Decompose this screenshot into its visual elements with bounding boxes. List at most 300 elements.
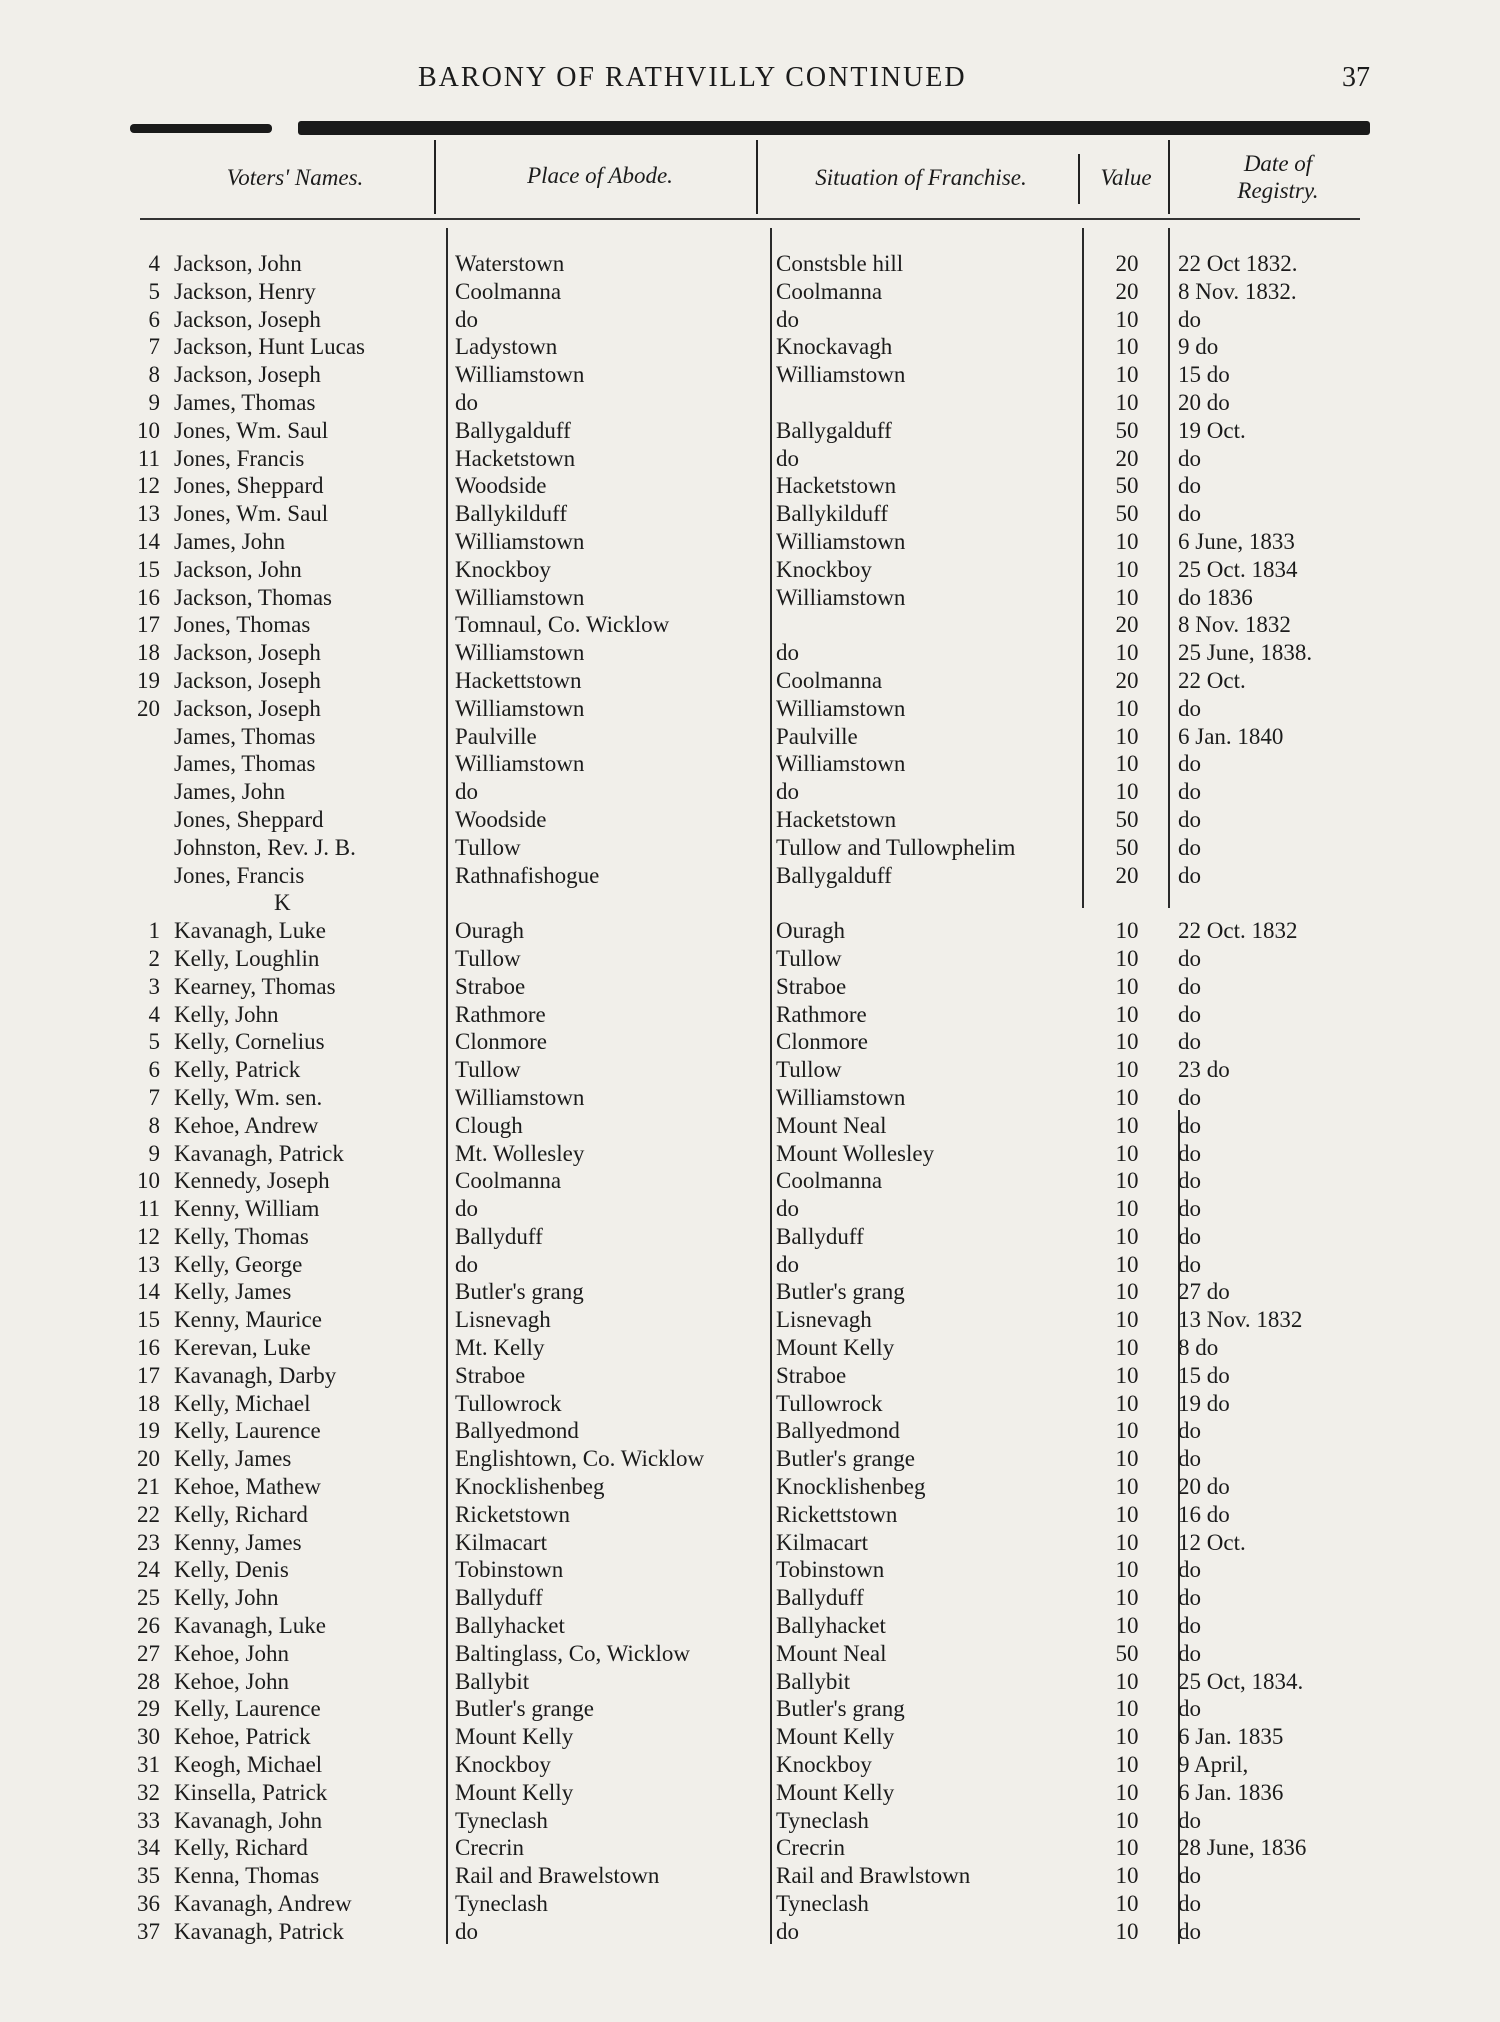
franchise-situation: Tullow (776, 1057, 842, 1083)
place-of-abode: Ballygalduff (455, 417, 571, 443)
registry-date: 20 do (1178, 389, 1230, 415)
franchise-situation: do (776, 1196, 799, 1222)
place-of-abode: Ballyhacket (455, 1613, 565, 1639)
registry-date: 12 Oct. (1178, 1529, 1246, 1555)
header-underline (140, 218, 1360, 220)
franchise-value: 10 (1115, 1863, 1139, 1889)
franchise-situation: Williamstown (776, 1084, 906, 1110)
column-header-situation: Situation of Franchise. (815, 165, 1027, 190)
registry-date: do (1178, 1001, 1201, 1027)
franchise-value: 10 (1115, 1807, 1139, 1833)
franchise-situation: Mount Kelly (776, 1335, 895, 1361)
franchise-value: 10 (1115, 1446, 1139, 1472)
franchise-value: 10 (1115, 918, 1139, 944)
place-of-abode: Ballyduff (455, 1585, 543, 1611)
franchise-situation: Straboe (776, 973, 847, 999)
franchise-situation: Lisnevagh (776, 1307, 872, 1333)
voter-name: Kehoe, Andrew (174, 1112, 319, 1138)
franchise-situation: Ballygalduff (776, 862, 892, 888)
voter-number: 17 (137, 612, 160, 638)
table-row (0, 1001, 1500, 1029)
franchise-value: 10 (1115, 1001, 1139, 1027)
place-of-abode: Mount Kelly (455, 1724, 574, 1750)
table-row (0, 945, 1500, 973)
header-separator (434, 140, 436, 214)
voter-number: 19 (137, 1418, 160, 1444)
table-row (0, 806, 1500, 834)
franchise-situation: Ballyedmond (776, 1418, 900, 1444)
registry-date: do (1178, 1585, 1201, 1611)
registry-date: do 1836 (1178, 584, 1253, 610)
franchise-situation: do (776, 306, 799, 332)
franchise-situation: Butler's grang (776, 1696, 905, 1722)
place-of-abode: Tomnaul, Co. Wicklow (455, 612, 670, 638)
registry-date: do (1178, 1807, 1201, 1833)
franchise-value: 10 (1115, 973, 1139, 999)
place-of-abode: Williamstown (455, 751, 585, 777)
voter-name: James, Thomas (174, 751, 316, 777)
franchise-value: 10 (1115, 1613, 1139, 1639)
franchise-value: 10 (1115, 306, 1139, 332)
franchise-value: 10 (1115, 1418, 1139, 1444)
franchise-value: 10 (1115, 528, 1139, 554)
section-letter-row (0, 889, 1500, 917)
franchise-value: 50 (1115, 1640, 1139, 1666)
voter-number: 23 (137, 1529, 160, 1555)
voter-number: 16 (137, 1335, 160, 1361)
table-row (0, 1056, 1500, 1084)
registry-date: do (1178, 945, 1201, 971)
voter-name: Kelly, John (174, 1585, 279, 1611)
voter-number: 13 (137, 1251, 160, 1277)
header-separator (756, 140, 758, 214)
place-of-abode: Butler's grang (455, 1279, 584, 1305)
voter-name: Kelly, Richard (174, 1501, 308, 1527)
franchise-situation: Clonmore (776, 1029, 868, 1055)
voter-number: 25 (137, 1585, 160, 1611)
franchise-value: 10 (1115, 362, 1139, 388)
table-row (0, 1445, 1500, 1473)
voter-name: Jackson, John (174, 556, 302, 582)
franchise-value: 10 (1115, 1696, 1139, 1722)
voter-name: Jackson, Henry (174, 278, 316, 304)
voter-number: 5 (148, 1029, 160, 1055)
place-of-abode: Baltinglass, Co, Wicklow (455, 1640, 691, 1666)
franchise-value: 10 (1115, 1557, 1139, 1583)
table-row (0, 973, 1500, 1001)
registry-date: 6 Jan. 1836 (1178, 1779, 1284, 1805)
place-of-abode: Hacketstown (455, 445, 576, 471)
table-row (0, 445, 1500, 473)
voter-name: Keogh, Michael (174, 1752, 323, 1778)
registry-date: do (1178, 1251, 1201, 1277)
table-row (0, 278, 1500, 306)
table-row (0, 250, 1500, 278)
registry-date: do (1178, 1223, 1201, 1249)
voter-number: 29 (137, 1696, 160, 1722)
franchise-value: 50 (1115, 417, 1139, 443)
franchise-situation: Butler's grang (776, 1279, 905, 1305)
table-row (0, 1195, 1500, 1223)
table-row (0, 1918, 1500, 1946)
registry-date: do (1178, 473, 1201, 499)
franchise-value: 10 (1115, 1724, 1139, 1750)
table-row (0, 361, 1500, 389)
franchise-situation: Ballyhacket (776, 1613, 886, 1639)
voter-number: 15 (137, 1307, 160, 1333)
registry-date: do (1178, 1863, 1201, 1889)
franchise-value: 10 (1115, 1196, 1139, 1222)
place-of-abode: Coolmanna (455, 1168, 562, 1194)
registry-date: 16 do (1178, 1501, 1230, 1527)
franchise-situation: Mount Kelly (776, 1724, 895, 1750)
place-of-abode: do (455, 1251, 478, 1277)
column-header-date-line2: Registry. (1237, 178, 1319, 203)
voter-name: Kenny, James (174, 1529, 302, 1555)
franchise-situation: Ballyduff (776, 1585, 864, 1611)
table-row (0, 584, 1500, 612)
table-row (0, 1640, 1500, 1668)
franchise-situation: Tobinstown (776, 1557, 885, 1583)
voter-number: 26 (137, 1613, 160, 1639)
registry-date: 8 Nov. 1832. (1178, 278, 1297, 304)
place-of-abode: Tyneclash (455, 1891, 548, 1917)
place-of-abode: Williamstown (455, 362, 585, 388)
franchise-value: 10 (1115, 1168, 1139, 1194)
place-of-abode: Ballybit (455, 1668, 530, 1694)
place-of-abode: Clonmore (455, 1029, 547, 1055)
voter-number: 35 (137, 1863, 160, 1889)
voter-name: Kavanagh, Luke (174, 1613, 326, 1639)
registry-date: do (1178, 806, 1201, 832)
place-of-abode: Waterstown (455, 251, 565, 276)
franchise-value: 10 (1115, 1307, 1139, 1333)
place-of-abode: Tullow (455, 834, 521, 860)
voter-number: 11 (137, 1196, 160, 1222)
table-row (0, 834, 1500, 862)
place-of-abode: do (455, 1196, 478, 1222)
registry-date: 8 do (1178, 1335, 1219, 1361)
registry-date: do (1178, 1084, 1201, 1110)
place-of-abode: Lisnevagh (455, 1307, 551, 1333)
franchise-value: 10 (1115, 1335, 1139, 1361)
place-of-abode: Ballykilduff (455, 501, 568, 527)
registry-date: 19 Oct. (1178, 417, 1246, 443)
voter-number: 12 (137, 1223, 160, 1249)
franchise-value: 20 (1115, 612, 1139, 638)
table-row (0, 1807, 1500, 1835)
place-of-abode: Butler's grange (455, 1696, 594, 1722)
franchise-value: 10 (1115, 1279, 1139, 1305)
registry-date: 15 do (1178, 362, 1230, 388)
registry-date: 9 April, (1178, 1752, 1249, 1778)
franchise-situation: Tullow and Tullowphelim (776, 834, 1016, 860)
voter-number: 8 (148, 1112, 160, 1138)
place-of-abode: Williamstown (455, 528, 585, 554)
franchise-value: 10 (1115, 1251, 1139, 1277)
table-row (0, 917, 1500, 945)
registry-date: 6 Jan. 1835 (1178, 1724, 1284, 1750)
franchise-situation: Knockboy (776, 1752, 872, 1778)
place-of-abode: Straboe (455, 1362, 526, 1388)
franchise-situation: Coolmanna (776, 278, 883, 304)
registry-date: do (1178, 1696, 1201, 1722)
franchise-situation: Knocklishenbeg (776, 1474, 926, 1500)
franchise-value: 10 (1115, 1223, 1139, 1249)
voter-name: Kelly, Richard (174, 1835, 308, 1861)
voter-number: 19 (137, 667, 160, 693)
voter-name: James, John (174, 528, 286, 554)
table-row (0, 1473, 1500, 1501)
franchise-situation: Mount Kelly (776, 1779, 895, 1805)
place-of-abode: do (455, 389, 478, 415)
franchise-value: 50 (1115, 834, 1139, 860)
voter-number: 4 (148, 251, 160, 276)
voter-number: 6 (148, 1057, 160, 1083)
registry-date: 13 Nov. 1832 (1178, 1307, 1303, 1333)
franchise-value: 10 (1115, 695, 1139, 721)
voter-name: Kelly, James (174, 1279, 292, 1305)
registry-date: do (1178, 1168, 1201, 1194)
franchise-value: 20 (1115, 445, 1139, 471)
registry-date: do (1178, 834, 1201, 860)
voter-number: 17 (137, 1362, 160, 1388)
registry-date: 23 do (1178, 1057, 1230, 1083)
franchise-value: 10 (1115, 556, 1139, 582)
voter-name: Jones, Thomas (174, 612, 311, 638)
table-row (0, 1834, 1500, 1862)
table-row (0, 1278, 1500, 1306)
table-row (0, 528, 1500, 556)
franchise-situation: Williamstown (776, 362, 906, 388)
franchise-value: 10 (1115, 1835, 1139, 1861)
table-row (0, 1779, 1500, 1807)
place-of-abode: Tullow (455, 1057, 521, 1083)
franchise-situation: Paulville (776, 723, 858, 749)
table-row (0, 1112, 1500, 1140)
registry-date: do (1178, 973, 1201, 999)
voter-number: 8 (148, 362, 160, 388)
registry-date: 20 do (1178, 1474, 1230, 1500)
voter-number: 14 (137, 528, 160, 554)
franchise-value: 10 (1115, 723, 1139, 749)
place-of-abode: do (455, 779, 478, 805)
franchise-value: 10 (1115, 1084, 1139, 1110)
page-header (0, 62, 1500, 102)
voter-name: James, Thomas (174, 389, 316, 415)
place-of-abode: Williamstown (455, 1084, 585, 1110)
voter-number: 24 (137, 1557, 160, 1583)
franchise-situation: Williamstown (776, 584, 906, 610)
place-of-abode: Woodside (455, 473, 547, 499)
table-row (0, 417, 1500, 445)
franchise-situation: Ballyduff (776, 1223, 864, 1249)
voter-name: Jackson, Joseph (174, 640, 321, 666)
franchise-value: 10 (1115, 945, 1139, 971)
franchise-situation: Ballykilduff (776, 501, 889, 527)
table-row (0, 1695, 1500, 1723)
column-header-value: Value (1100, 165, 1152, 190)
voter-number: 5 (148, 278, 160, 304)
table-row (0, 667, 1500, 695)
registry-date: do (1178, 1418, 1201, 1444)
franchise-situation: Mount Wollesley (776, 1140, 935, 1166)
franchise-situation: Williamstown (776, 695, 906, 721)
voter-name: Kenny, Maurice (174, 1307, 322, 1333)
voter-name: Kelly, James (174, 1446, 292, 1472)
table-row (0, 1862, 1500, 1890)
place-of-abode: Straboe (455, 973, 526, 999)
place-of-abode: Williamstown (455, 584, 585, 610)
franchise-situation: Kilmacart (776, 1529, 868, 1555)
voter-number: 20 (137, 695, 160, 721)
franchise-situation: Hacketstown (776, 473, 897, 499)
voter-number: 37 (137, 1918, 160, 1944)
voter-name: Kehoe, John (174, 1640, 289, 1666)
table-row (0, 1751, 1500, 1779)
voter-name: Kelly, Laurence (174, 1696, 321, 1722)
registry-date: do (1178, 1891, 1201, 1917)
header-rule-left (130, 124, 272, 133)
place-of-abode: Knockboy (455, 556, 551, 582)
voter-number: 34 (137, 1835, 160, 1861)
franchise-value: 10 (1115, 1779, 1139, 1805)
table-row (0, 1890, 1500, 1918)
table-row (0, 1584, 1500, 1612)
registry-date: 15 do (1178, 1362, 1230, 1388)
table-row (0, 1723, 1500, 1751)
table-row (0, 1140, 1500, 1168)
table-row (0, 611, 1500, 639)
voter-number: 33 (137, 1807, 160, 1833)
voter-number: 10 (137, 1168, 160, 1194)
franchise-value: 10 (1115, 1390, 1139, 1416)
table-row (0, 1612, 1500, 1640)
table-row (0, 639, 1500, 667)
voter-name: Kehoe, John (174, 1668, 289, 1694)
table-row (0, 750, 1500, 778)
table-row (0, 862, 1500, 890)
franchise-value: 10 (1115, 1029, 1139, 1055)
table-row (0, 556, 1500, 584)
voter-number: 10 (137, 417, 160, 443)
voter-number: 14 (137, 1279, 160, 1305)
place-of-abode: Ballyduff (455, 1223, 543, 1249)
franchise-situation: Rickettstown (776, 1501, 898, 1527)
voter-name: Jackson, Joseph (174, 695, 321, 721)
voter-name: Kearney, Thomas (174, 973, 336, 999)
voter-name: Jackson, Joseph (174, 306, 321, 332)
registry-date: 27 do (1178, 1279, 1230, 1305)
place-of-abode: Rail and Brawelstown (455, 1863, 660, 1889)
voter-number: 27 (137, 1640, 160, 1666)
voter-name: Kerevan, Luke (174, 1335, 311, 1361)
franchise-situation: Straboe (776, 1362, 847, 1388)
franchise-situation: Rathmore (776, 1001, 867, 1027)
place-of-abode: Knockboy (455, 1752, 551, 1778)
place-of-abode: Kilmacart (455, 1529, 547, 1555)
place-of-abode: Coolmanna (455, 278, 562, 304)
voter-number: 7 (148, 1084, 160, 1110)
franchise-situation: Tullowrock (776, 1390, 883, 1416)
table-row (0, 1167, 1500, 1195)
franchise-situation: Rail and Brawlstown (776, 1863, 971, 1889)
voter-name: Kelly, George (174, 1251, 303, 1277)
registry-date: 28 June, 1836 (1178, 1835, 1307, 1861)
place-of-abode: do (455, 306, 478, 332)
franchise-value: 10 (1115, 1529, 1139, 1555)
voter-name: Jones, Sheppard (174, 473, 324, 499)
table-row (0, 1251, 1500, 1279)
table-row (0, 500, 1500, 528)
voter-name: Kehoe, Mathew (174, 1474, 321, 1500)
place-of-abode: Paulville (455, 723, 537, 749)
franchise-situation: Knockboy (776, 556, 872, 582)
franchise-situation: Williamstown (776, 751, 906, 777)
registry-date: do (1178, 1640, 1201, 1666)
place-of-abode: Ballyedmond (455, 1418, 579, 1444)
franchise-situation: do (776, 779, 799, 805)
voter-name: Jackson, Hunt Lucas (174, 334, 365, 360)
franchise-value: 10 (1115, 640, 1139, 666)
registry-date: do (1178, 306, 1201, 332)
voter-name: Jones, Wm. Saul (174, 417, 329, 443)
place-of-abode: Woodside (455, 806, 547, 832)
franchise-value: 10 (1115, 1668, 1139, 1694)
table-row (0, 306, 1500, 334)
voter-number: 9 (148, 1140, 160, 1166)
franchise-value: 10 (1115, 334, 1139, 360)
place-of-abode: Ouragh (455, 918, 524, 944)
voter-name: Kelly, Patrick (174, 1057, 301, 1083)
voter-number: 2 (148, 945, 160, 971)
header-separator (1078, 154, 1080, 204)
voter-name: Kavanagh, Andrew (174, 1891, 352, 1917)
franchise-value: 10 (1115, 1752, 1139, 1778)
place-of-abode: Tullowrock (455, 1390, 562, 1416)
table-row (0, 695, 1500, 723)
voter-number: 31 (137, 1752, 160, 1778)
registry-date: 25 Oct, 1834. (1178, 1668, 1304, 1694)
registry-date: 19 do (1178, 1390, 1230, 1416)
franchise-value: 20 (1115, 278, 1139, 304)
table-row (0, 1306, 1500, 1334)
registry-date: do (1178, 1140, 1201, 1166)
table-row (0, 1334, 1500, 1362)
voter-name: Jones, Wm. Saul (174, 501, 329, 527)
voter-number: 18 (137, 1390, 160, 1416)
franchise-situation: Tyneclash (776, 1891, 869, 1917)
voter-number: 21 (137, 1474, 160, 1500)
voter-name: Kavanagh, John (174, 1807, 323, 1833)
column-header-abode: Place of Abode. (527, 163, 673, 188)
voter-number: 4 (148, 1001, 160, 1027)
franchise-situation: do (776, 640, 799, 666)
place-of-abode: Englishtown, Co. Wicklow (455, 1446, 705, 1472)
table-row (0, 778, 1500, 806)
franchise-value: 10 (1115, 1362, 1139, 1388)
voter-name: Kennedy, Joseph (174, 1168, 330, 1194)
place-of-abode: Tobinstown (455, 1557, 564, 1583)
voter-number: 3 (148, 973, 160, 999)
registry-date: 6 Jan. 1840 (1178, 723, 1284, 749)
table-row (0, 1417, 1500, 1445)
franchise-value: 10 (1115, 751, 1139, 777)
registry-date: do (1178, 1613, 1201, 1639)
franchise-value: 10 (1115, 1057, 1139, 1083)
franchise-value: 20 (1115, 251, 1139, 276)
table-row (0, 389, 1500, 417)
